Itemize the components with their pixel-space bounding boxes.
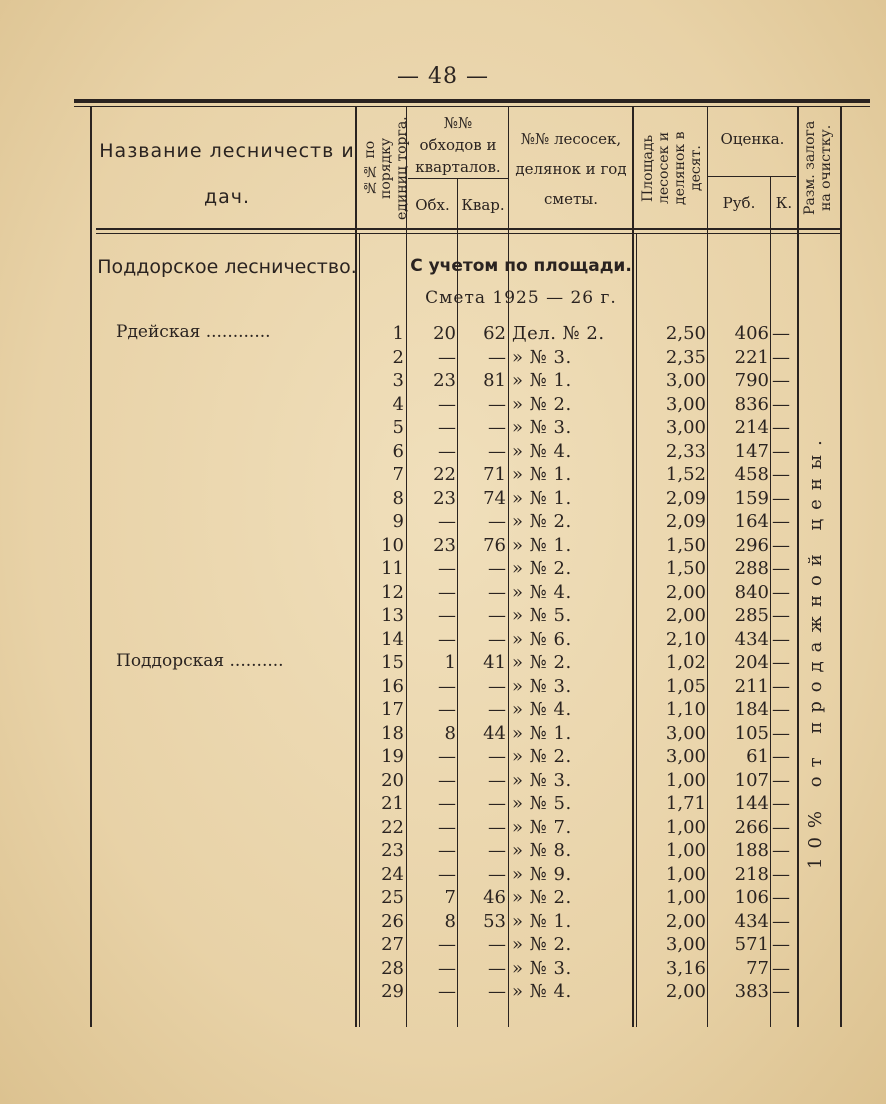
- header-kvar: Квар.: [461, 196, 505, 214]
- row-number: 16: [381, 675, 404, 697]
- header-obhod-group: №№ обходов и кварталов.: [415, 114, 501, 176]
- rub-cell: 221: [734, 346, 769, 368]
- table-row: [0, 651, 886, 675]
- rub-cell: 105: [734, 722, 769, 744]
- delyanka-cell: » № 4.: [512, 699, 572, 720]
- table-row: [0, 698, 886, 722]
- header-area: Площадь лесосек и делянок в десят.: [640, 131, 704, 205]
- rub-cell: 204: [734, 652, 769, 673]
- kvartal-cell: —: [488, 440, 506, 462]
- kop-cell: —: [772, 393, 790, 415]
- kvartal-cell: —: [488, 863, 506, 885]
- rub-cell: 285: [734, 605, 769, 626]
- kop-cell: —: [772, 370, 790, 391]
- rub-cell: 77: [746, 957, 769, 979]
- kvartal-cell: —: [488, 957, 506, 979]
- delyanka-cell: Дел. № 2.: [512, 323, 605, 344]
- rub-cell: 840: [734, 581, 769, 603]
- row-number: 18: [381, 722, 404, 744]
- kop-cell: —: [772, 957, 790, 979]
- table-row: [0, 487, 886, 511]
- rub-cell: 106: [734, 887, 769, 908]
- obhod-cell: —: [438, 581, 456, 603]
- row-number: 23: [381, 840, 404, 861]
- row-number: 6: [392, 440, 404, 462]
- table-row: [0, 416, 886, 440]
- table-row: [0, 839, 886, 863]
- delyanka-cell: » № 2.: [512, 511, 572, 532]
- area-cell: 3,00: [665, 722, 706, 744]
- kvartal-cell: —: [488, 769, 506, 791]
- kvartal-cell: —: [488, 793, 506, 814]
- kvartal-cell: —: [488, 699, 506, 720]
- area-cell: 2,09: [665, 511, 706, 532]
- kvartal-cell: —: [488, 746, 506, 767]
- kop-cell: —: [772, 793, 790, 814]
- kvartal-cell: —: [488, 558, 506, 579]
- kop-cell: —: [772, 981, 790, 1002]
- header-delyanki: №№ лесосек, делянок и год сметы.: [515, 130, 627, 208]
- kop-cell: —: [772, 652, 790, 673]
- kop-cell: —: [772, 816, 790, 838]
- kop-cell: —: [772, 840, 790, 861]
- table-row: [0, 393, 886, 417]
- header-zalog: Разм. залога на очистку.: [802, 120, 834, 216]
- area-cell: 1,71: [665, 793, 706, 814]
- delyanka-cell: » № 4.: [512, 581, 572, 603]
- rub-cell: 144: [734, 793, 769, 814]
- row-number: 2: [392, 346, 404, 368]
- rub-cell: 790: [734, 370, 769, 391]
- area-cell: 3,16: [665, 957, 706, 979]
- kop-cell: —: [772, 440, 790, 462]
- kvartal-cell: 74: [483, 487, 506, 509]
- delyanka-cell: » № 3.: [512, 769, 572, 791]
- zalog-note: 10% от продажной цены.: [805, 431, 826, 869]
- delyanka-cell: » № 2.: [512, 746, 572, 767]
- row-number: 14: [381, 628, 404, 650]
- obhod-cell: —: [438, 511, 456, 532]
- kvartal-cell: 44: [483, 722, 506, 744]
- area-cell: 1,00: [665, 887, 706, 908]
- dacha-label: Рдейская ............: [116, 322, 271, 342]
- row-number: 5: [392, 417, 404, 438]
- obhod-cell: —: [438, 558, 456, 579]
- row-number: 7: [392, 464, 404, 485]
- obhod-cell: —: [438, 417, 456, 438]
- table-row: [0, 675, 886, 699]
- table-row: [0, 792, 886, 816]
- rub-cell: 434: [734, 910, 769, 932]
- header-name-col: Название лесничеств и дач.: [99, 140, 355, 208]
- row-number: 27: [381, 934, 404, 955]
- area-cell: 2,50: [665, 323, 706, 344]
- area-cell: 1,10: [665, 699, 706, 720]
- kop-cell: —: [772, 581, 790, 603]
- rub-cell: 214: [734, 417, 769, 438]
- obhod-cell: —: [438, 793, 456, 814]
- kvartal-cell: —: [488, 393, 506, 415]
- rub-cell: 458: [734, 464, 769, 485]
- area-cell: 3,00: [665, 417, 706, 438]
- obhod-cell: —: [438, 346, 456, 368]
- table-row: [0, 886, 886, 910]
- obhod-cell: 20: [433, 323, 456, 344]
- area-cell: 3,00: [665, 934, 706, 955]
- delyanka-cell: » № 2.: [512, 652, 572, 673]
- area-cell: 1,00: [665, 840, 706, 861]
- table-row: [0, 910, 886, 934]
- area-cell: 3,00: [665, 746, 706, 767]
- table-row: [0, 322, 886, 346]
- row-number: 17: [381, 699, 404, 720]
- table-row: [0, 628, 886, 652]
- obhod-sub-rule: [408, 178, 508, 179]
- kvartal-cell: 53: [483, 910, 506, 932]
- row-number: 19: [381, 746, 404, 767]
- kop-cell: —: [772, 675, 790, 697]
- obhod-cell: —: [438, 605, 456, 626]
- table-row: [0, 933, 886, 957]
- rub-cell: 383: [734, 981, 769, 1002]
- table-row: [0, 369, 886, 393]
- kop-cell: —: [772, 722, 790, 744]
- delyanka-cell: » № 4.: [512, 981, 572, 1002]
- obhod-cell: —: [438, 746, 456, 767]
- table-row: [0, 863, 886, 887]
- delyanka-cell: » № 1.: [512, 534, 572, 556]
- row-number: 1: [392, 323, 404, 344]
- kvartal-cell: 41: [483, 652, 506, 673]
- row-number: 8: [392, 487, 404, 509]
- area-cell: 1,00: [665, 816, 706, 838]
- obhod-cell: 8: [444, 722, 456, 744]
- row-number: 25: [381, 887, 404, 908]
- kvartal-cell: 71: [483, 464, 506, 485]
- row-number: 10: [381, 534, 404, 556]
- delyanka-cell: » № 3.: [512, 957, 572, 979]
- obhod-cell: —: [438, 769, 456, 791]
- kop-cell: —: [772, 910, 790, 932]
- rub-cell: 266: [734, 816, 769, 838]
- obhod-cell: —: [438, 863, 456, 885]
- table-row: [0, 557, 886, 581]
- kop-cell: —: [772, 863, 790, 885]
- rub-cell: 147: [734, 440, 769, 462]
- delyanka-cell: » № 1.: [512, 487, 572, 509]
- row-number: 15: [381, 652, 404, 673]
- rub-cell: 836: [734, 393, 769, 415]
- kvartal-cell: —: [488, 981, 506, 1002]
- rub-cell: 159: [734, 487, 769, 509]
- kop-cell: —: [772, 464, 790, 485]
- kop-cell: —: [772, 323, 790, 344]
- obhod-cell: —: [438, 699, 456, 720]
- row-number: 4: [392, 393, 404, 415]
- obhod-cell: —: [438, 675, 456, 697]
- rub-cell: 296: [734, 534, 769, 556]
- table-row: [0, 463, 886, 487]
- obhod-cell: —: [438, 628, 456, 650]
- row-number: 26: [381, 910, 404, 932]
- table-row: [0, 769, 886, 793]
- area-cell: 1,00: [665, 769, 706, 791]
- obhod-cell: —: [438, 816, 456, 838]
- kop-cell: —: [772, 934, 790, 955]
- kvartal-cell: 62: [483, 323, 506, 344]
- delyanka-cell: » № 3.: [512, 417, 572, 438]
- table-row: [0, 581, 886, 605]
- header-obh: Обх.: [415, 196, 450, 214]
- kop-cell: —: [772, 746, 790, 767]
- delyanka-cell: » № 6.: [512, 628, 572, 650]
- delyanka-cell: » № 9.: [512, 863, 572, 885]
- kop-cell: —: [772, 887, 790, 908]
- obhod-cell: —: [438, 934, 456, 955]
- top-rule: [74, 99, 870, 103]
- obhod-cell: —: [438, 981, 456, 1002]
- row-number: 12: [381, 581, 404, 603]
- table-row: [0, 957, 886, 981]
- kvartal-cell: —: [488, 417, 506, 438]
- header-bottom-rule: [96, 228, 841, 230]
- delyanka-cell: » № 7.: [512, 816, 572, 838]
- row-number: 24: [381, 863, 404, 885]
- rub-cell: 211: [734, 675, 769, 697]
- table-row: [0, 510, 886, 534]
- header-bottom-rule-thin: [96, 233, 841, 234]
- area-cell: 1,52: [665, 464, 706, 485]
- kvartal-cell: 46: [483, 887, 506, 908]
- delyanka-cell: » № 1.: [512, 464, 572, 485]
- obhod-cell: 23: [433, 487, 456, 509]
- header-kop: К.: [775, 194, 793, 212]
- rub-cell: 571: [734, 934, 769, 955]
- delyanka-cell: » № 4.: [512, 440, 572, 462]
- kop-cell: —: [772, 769, 790, 791]
- kvartal-cell: —: [488, 675, 506, 697]
- kvartal-cell: 81: [483, 370, 506, 391]
- area-cell: 1,00: [665, 863, 706, 885]
- area-cell: 2,00: [665, 581, 706, 603]
- rub-cell: 406: [734, 323, 769, 344]
- dacha-label: Поддорская ..........: [116, 651, 284, 671]
- table-row: [0, 980, 886, 1004]
- delyanka-cell: » № 5.: [512, 793, 572, 814]
- obhod-cell: —: [438, 957, 456, 979]
- delyanka-cell: » № 5.: [512, 605, 572, 626]
- kvartal-cell: —: [488, 346, 506, 368]
- row-number: 9: [392, 511, 404, 532]
- area-cell: 2,10: [665, 628, 706, 650]
- row-number: 3: [392, 370, 404, 391]
- area-cell: 1,05: [665, 675, 706, 697]
- kop-cell: —: [772, 605, 790, 626]
- top-rule-thin: [74, 106, 870, 107]
- rub-cell: 184: [734, 699, 769, 720]
- delyanka-cell: » № 8.: [512, 840, 572, 861]
- area-cell: 3,00: [665, 370, 706, 391]
- area-cell: 2,09: [665, 487, 706, 509]
- area-cell: 3,00: [665, 393, 706, 415]
- delyanka-cell: » № 2.: [512, 934, 572, 955]
- delyanka-cell: » № 1.: [512, 722, 572, 744]
- kvartal-cell: —: [488, 840, 506, 861]
- row-number: 21: [381, 793, 404, 814]
- row-number: 29: [381, 981, 404, 1002]
- area-cell: 2,00: [665, 981, 706, 1002]
- area-cell: 2,00: [665, 910, 706, 932]
- section-title: Поддорское лесничество.: [97, 256, 357, 278]
- area-cell: 2,00: [665, 605, 706, 626]
- kop-cell: —: [772, 699, 790, 720]
- rub-cell: 164: [734, 511, 769, 532]
- table-row: [0, 745, 886, 769]
- rub-cell: 288: [734, 558, 769, 579]
- table-row: [0, 534, 886, 558]
- rub-cell: 188: [734, 840, 769, 861]
- table-row: [0, 604, 886, 628]
- header-rub: Руб.: [722, 194, 756, 212]
- obhod-cell: —: [438, 393, 456, 415]
- rub-cell: 434: [734, 628, 769, 650]
- obhod-cell: 23: [433, 534, 456, 556]
- obhod-cell: 8: [444, 910, 456, 932]
- area-cell: 1,02: [665, 652, 706, 673]
- row-number: 11: [381, 558, 404, 579]
- table-row: [0, 816, 886, 840]
- kop-cell: —: [772, 628, 790, 650]
- obhod-cell: 23: [433, 370, 456, 391]
- kvartal-cell: —: [488, 605, 506, 626]
- area-cell: 2,33: [665, 440, 706, 462]
- area-cell: 1,50: [665, 534, 706, 556]
- rub-cell: 107: [734, 769, 769, 791]
- header-ocenka: Оценка.: [720, 130, 785, 148]
- kvartal-cell: 76: [483, 534, 506, 556]
- delyanka-cell: » № 2.: [512, 393, 572, 415]
- row-number: 20: [381, 769, 404, 791]
- kop-cell: —: [772, 346, 790, 368]
- rub-cell: 218: [734, 863, 769, 885]
- table-row: [0, 346, 886, 370]
- kop-cell: —: [772, 417, 790, 438]
- obhod-cell: 7: [444, 887, 456, 908]
- obhod-cell: 1: [444, 652, 456, 673]
- kvartal-cell: —: [488, 628, 506, 650]
- row-number: 22: [381, 816, 404, 838]
- delyanka-cell: » № 2.: [512, 558, 572, 579]
- table-row: [0, 440, 886, 464]
- ocenka-sub-rule: [708, 176, 796, 177]
- kop-cell: —: [772, 534, 790, 556]
- delyanka-cell: » № 1.: [512, 370, 572, 391]
- page-number: — 48 —: [397, 64, 489, 89]
- header-order-col: №№ по порядку единиц торга.: [362, 116, 410, 220]
- rub-cell: 61: [746, 746, 769, 767]
- obhod-cell: —: [438, 840, 456, 861]
- delyanka-cell: » № 2.: [512, 887, 572, 908]
- area-cell: 2,35: [665, 346, 706, 368]
- obhod-cell: 22: [433, 464, 456, 485]
- table-row: [0, 722, 886, 746]
- kop-cell: —: [772, 511, 790, 532]
- delyanka-cell: » № 3.: [512, 346, 572, 368]
- delyanka-cell: » № 3.: [512, 675, 572, 697]
- kvartal-cell: —: [488, 816, 506, 838]
- obhod-cell: —: [438, 440, 456, 462]
- kvartal-cell: —: [488, 581, 506, 603]
- kvartal-cell: —: [488, 934, 506, 955]
- row-number: 28: [381, 957, 404, 979]
- kop-cell: —: [772, 487, 790, 509]
- section-subtitle: С учетом по площади.: [410, 256, 632, 276]
- section-smeta: Смета 1925 — 26 г.: [425, 288, 617, 308]
- row-number: 13: [381, 605, 404, 626]
- delyanka-cell: » № 1.: [512, 910, 572, 932]
- kop-cell: —: [772, 558, 790, 579]
- kvartal-cell: —: [488, 511, 506, 532]
- area-cell: 1,50: [665, 558, 706, 579]
